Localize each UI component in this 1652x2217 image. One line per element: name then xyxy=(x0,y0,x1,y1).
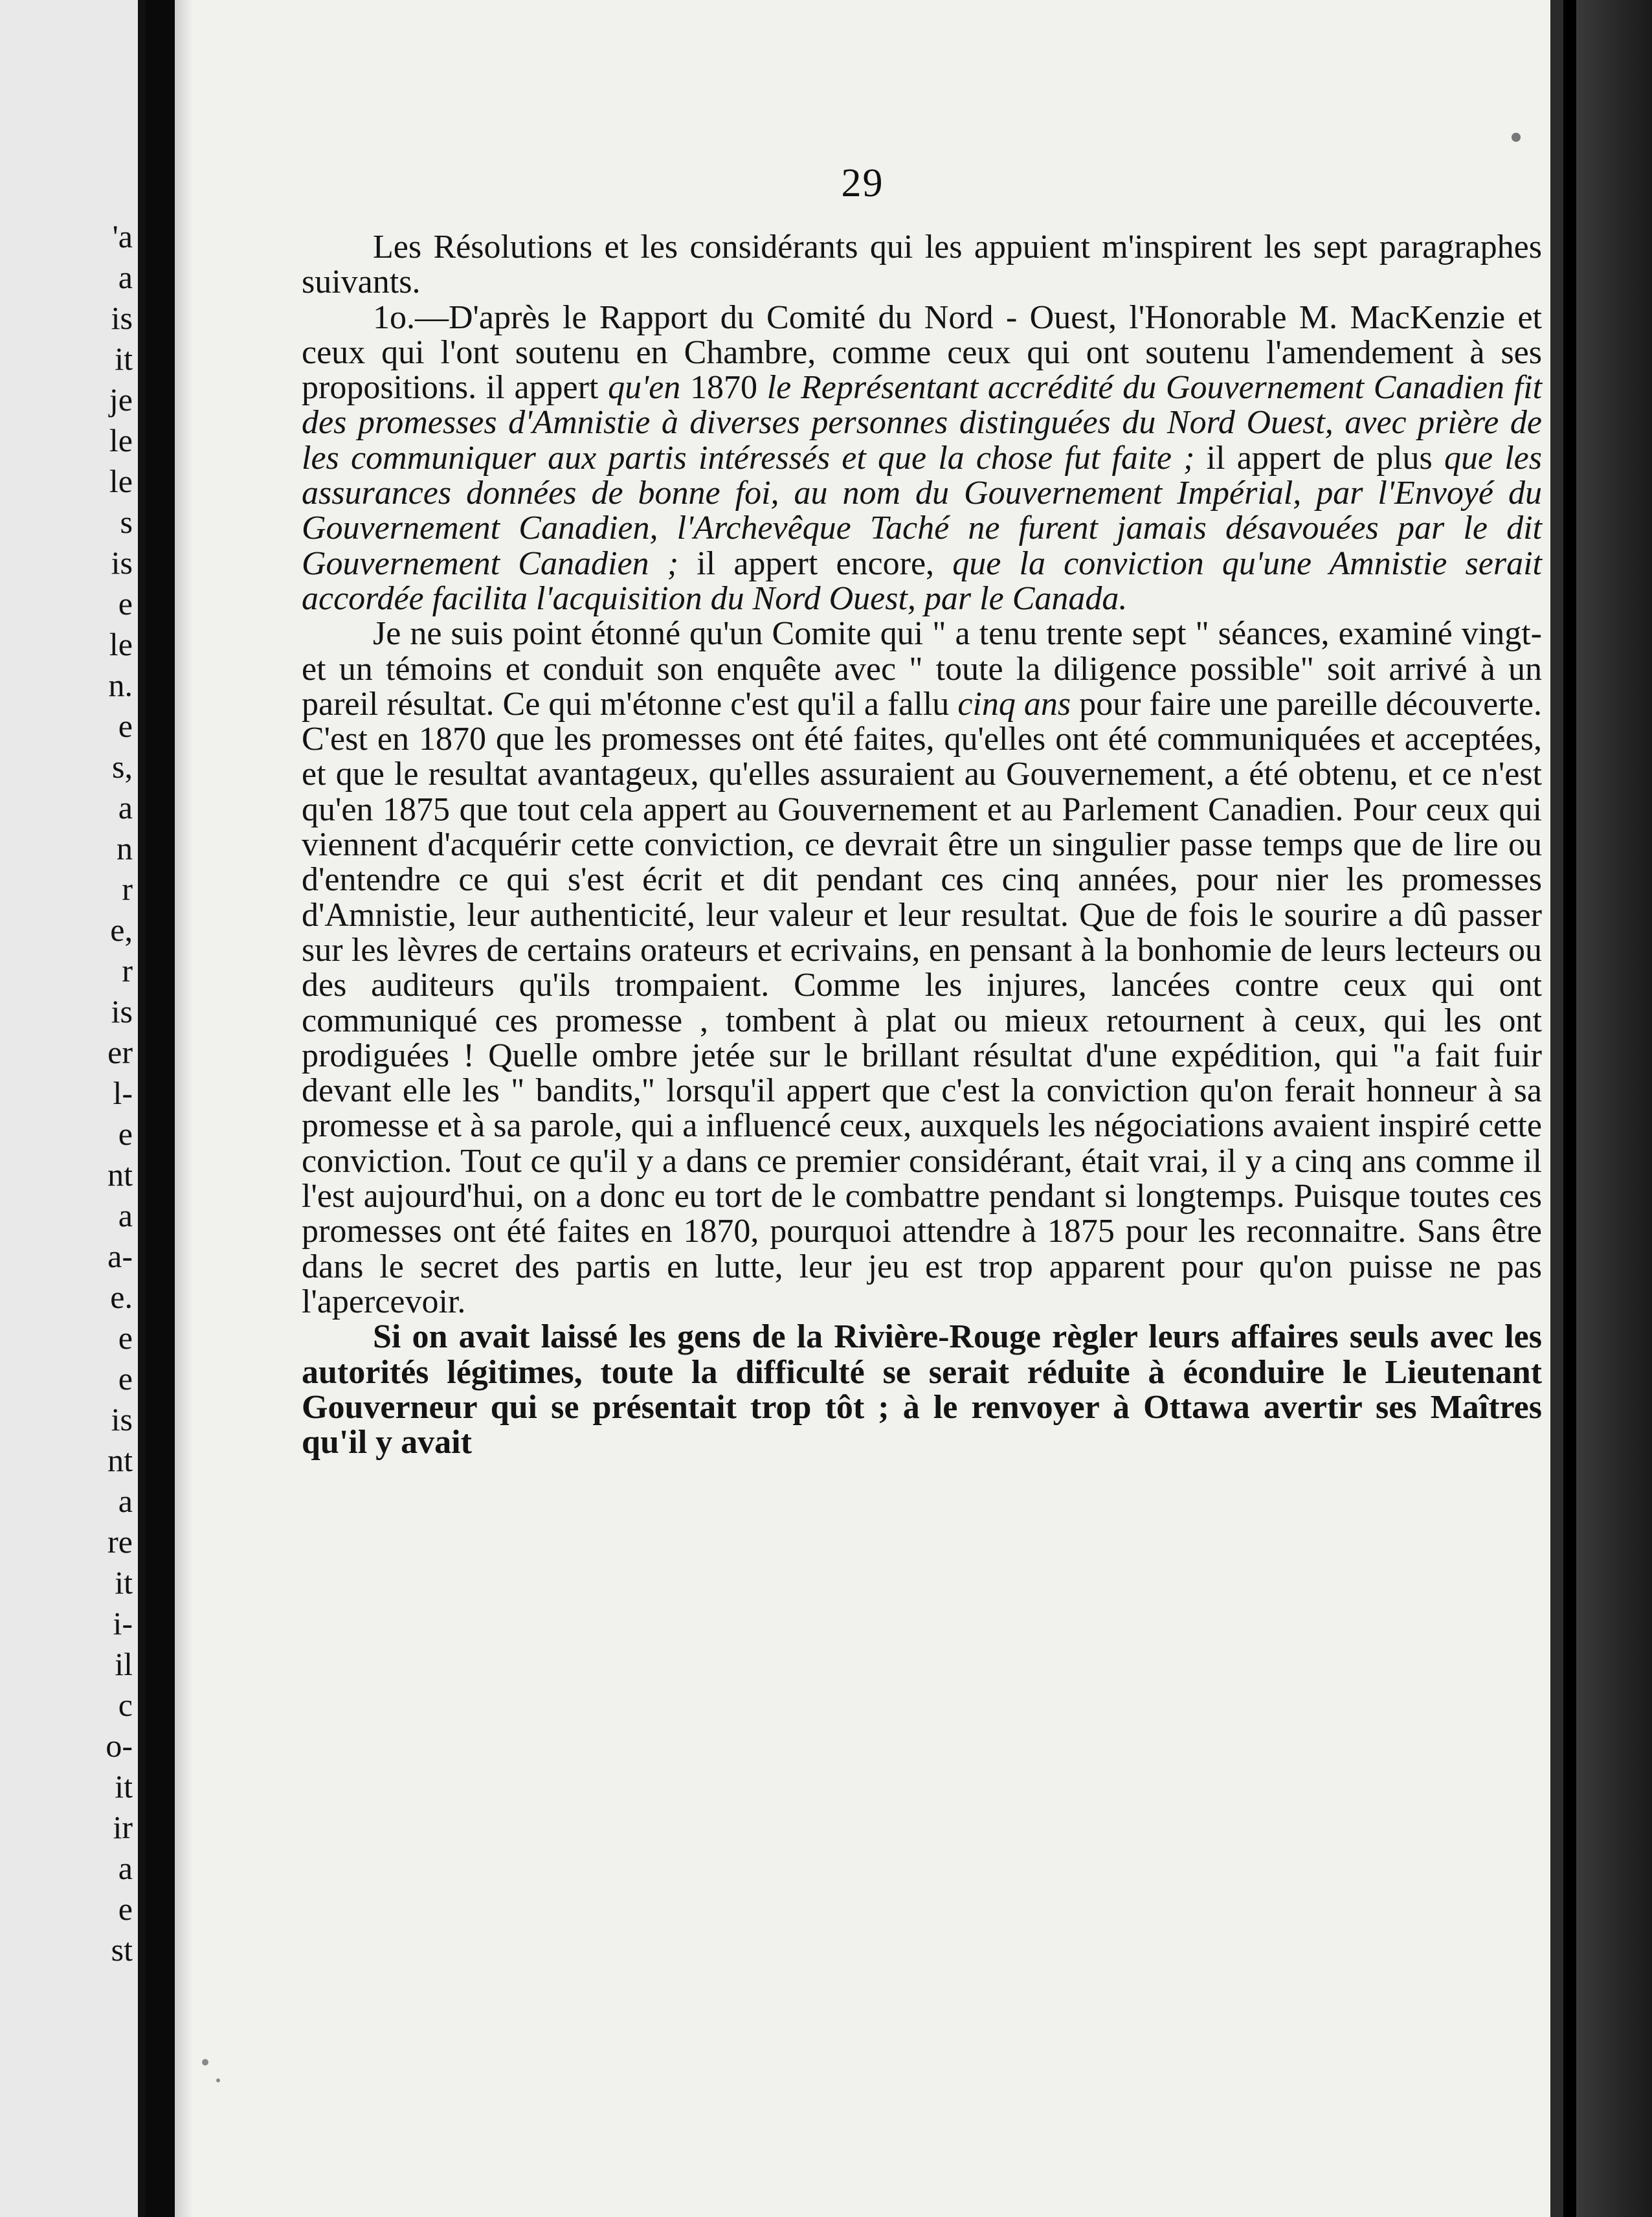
facing-page-letters: i- xyxy=(113,1605,133,1641)
body-text xyxy=(302,230,1542,1460)
facing-page-letters: is xyxy=(111,300,133,336)
facing-page-letters: e xyxy=(118,1116,133,1152)
facing-page-letters: c xyxy=(118,1687,133,1723)
facing-page-letters: a xyxy=(118,789,133,826)
facing-page-letters: n. xyxy=(108,667,133,703)
page-number: 29 xyxy=(841,161,884,205)
facing-page-letters: s xyxy=(120,504,133,540)
facing-page-letters: is xyxy=(111,1401,133,1437)
facing-page-letters: e xyxy=(118,1891,133,1927)
text-segment: pour faire une pareille découverte. C'est en 1870 que les promesses ont été faites, qu'elles ont été communiquées et acceptées, et que le resultat avantageux, qu'elles assuraient au Gouvernement, a été obtenu, et ce n'est qu'en 1875 que tout cela appert au Gouvernement et au Parlement Canadien. Pour ceux qui viennent d'acquérir cette conviction, ce devrait être un singulier passe temps que de lire ou d'entendre ce qui s'est écrit et dit pendant ces cinq années, pour nier les promesses d'Amnistie, leur authenticité, leur valeur et leur resultat. Que de fois le sourire a dû passer sur les lèvres de certains orateurs et ecrivains, en pensant à la bonhomie de leurs lecteurs ou des auditeurs qu'ils trompaient. Comme les injures, lancées contre ceux qui ont communiqué ces promesse , tombent à plat ou mieux retournent à ceux, qui les ont prodiguées ! Quelle ombre jetée sur le brillant résultat d'une expédition, qui "a fait fuir devant elle les " bandits," lorsqu'il appert que c'est la conviction qu'on ferait honneur à sa promesse et à sa parole, qui a influencé ceux, auxquels les négociations avaient inspiré cette conviction. Tout ce qu'il y a dans ce premier considérant, était vrai, il y a cinq ans comme il l'est aujourd'hui, on a donc eu tort de le combattre pendant si longtemps. Puisque toutes ces promesses ont été faites en 1870, pourquoi attendre à 1875 pour les reconnaitre. Sans être dans le secret des partis en lutte, leur jeu est trop apparent pour qu'on puisse ne pas l'apercevoir. xyxy=(302,685,1542,1320)
facing-page-letters: a xyxy=(118,1197,133,1233)
facing-page-letters: r xyxy=(122,871,133,907)
facing-page-letters: le xyxy=(109,463,133,499)
text-segment: il appert de plus xyxy=(1194,439,1444,477)
page-curl-shadow xyxy=(175,0,193,2217)
facing-page-fragment xyxy=(0,0,146,2217)
facing-page-letters: is xyxy=(111,545,133,581)
facing-page-letters: e, xyxy=(110,912,133,948)
paragraph-comite-commentary xyxy=(302,616,1542,1320)
text-segment: il appert encore, xyxy=(678,545,953,582)
text-segment: Je ne suis point étonné qu'un Comite qui " a tenu trente sept " séances, examiné vingt-et un témoins et conduit son enquête avec " toute la diligence possible" soit arrivé à un pareil résultat. Ce qui m'étonne c'est qu'il a fallu xyxy=(302,615,1542,723)
text-segment: le Représentant accrédité du Gouvernement Canadien fit des promesses d'Amnistie à diverses personnes distinguées du Nord Ouest, avec prière de les communiquer aux partis intéressés et que la chose fut faite ; xyxy=(302,369,1543,477)
facing-page-letters: it xyxy=(115,1564,133,1601)
facing-page-letters: it xyxy=(115,1768,133,1805)
paragraph-first-considerant xyxy=(302,300,1542,617)
facing-page-letters: nt xyxy=(107,1156,133,1193)
facing-page-letters: e xyxy=(118,1360,133,1397)
paragraph-riviere-rouge xyxy=(302,1320,1542,1460)
facing-page-letters: r xyxy=(122,952,133,989)
facing-page-letters: e xyxy=(118,1320,133,1356)
facing-page-letters: it xyxy=(115,341,133,377)
document-page xyxy=(175,0,1550,2217)
facing-page-letters: is xyxy=(111,993,133,1030)
facing-page-letters: nt xyxy=(107,1442,133,1478)
facing-page-letters: n xyxy=(117,830,133,866)
facing-page-edge xyxy=(138,0,146,2217)
text-segment: Les Résolutions et les considérants qui les appuient m'inspirent les sept paragraphes suivants. xyxy=(302,229,1542,301)
paper-speck xyxy=(1512,133,1521,142)
text-segment: cinq ans xyxy=(957,685,1071,723)
binding-edge xyxy=(1550,0,1652,2217)
text-segment: 1870 xyxy=(680,369,767,407)
facing-page-letters: e. xyxy=(110,1279,133,1315)
facing-page-letters: il xyxy=(115,1646,133,1682)
facing-page-letters: a- xyxy=(107,1238,133,1274)
facing-page-letters: o- xyxy=(106,1727,133,1764)
paragraph-resolutions xyxy=(302,230,1542,300)
facing-page-letters: s, xyxy=(112,748,133,785)
book-gutter xyxy=(146,0,175,2217)
paper-speck xyxy=(202,2059,208,2065)
facing-page-letters: le xyxy=(109,422,133,458)
text-segment: 1o.—D'après le Rapport du Comité du Nord - Ouest, l'Honorable M. MacKenzie et ceux qui l'ont soutenu en Chambre, comme ceux qui ont soutenu l'amendement à ses propositions. il appert xyxy=(302,298,1542,407)
facing-page-letters: ir xyxy=(113,1809,133,1845)
facing-page-letters: a xyxy=(118,259,133,295)
facing-page-letters: a xyxy=(118,1850,133,1886)
text-segment: Si on avait laissé les gens de la Rivière-Rouge règler leurs affaires seuls avec les autorités légitimes, toute la difficulté se serait réduite à éconduire le Lieutenant Gouverneur qui se présentait trop tôt ; à le renvoyer à Ottawa avertir ses Maîtres qu'il y avait xyxy=(302,1318,1542,1461)
facing-page-letters: st xyxy=(111,1931,133,1968)
text-segment: que les assurances données de bonne foi, au nom du Gouvernement Impérial, par l'Envoyé du Gouvernement Canadien, l'Archevêque Taché ne furent jamais désavouées par le dit Gouvernement Canadien ; xyxy=(302,439,1542,582)
text-segment: qu'en xyxy=(608,369,681,407)
paper-speck xyxy=(216,2078,220,2082)
facing-page-letters: 'a xyxy=(112,218,133,254)
facing-page-letters: l- xyxy=(113,1075,133,1111)
facing-page-letters: e xyxy=(118,585,133,622)
facing-page-letters: e xyxy=(118,708,133,744)
facing-page-letters: a xyxy=(118,1483,133,1519)
facing-page-letters: er xyxy=(107,1034,133,1070)
facing-page-letters: le xyxy=(109,626,133,662)
text-segment: que la conviction qu'une Amnistie serait accordée facilita l'acquisition du Nord Ouest, par le Canada. xyxy=(302,545,1543,617)
facing-page-letters: re xyxy=(107,1524,133,1560)
facing-page-letters: je xyxy=(109,381,133,418)
